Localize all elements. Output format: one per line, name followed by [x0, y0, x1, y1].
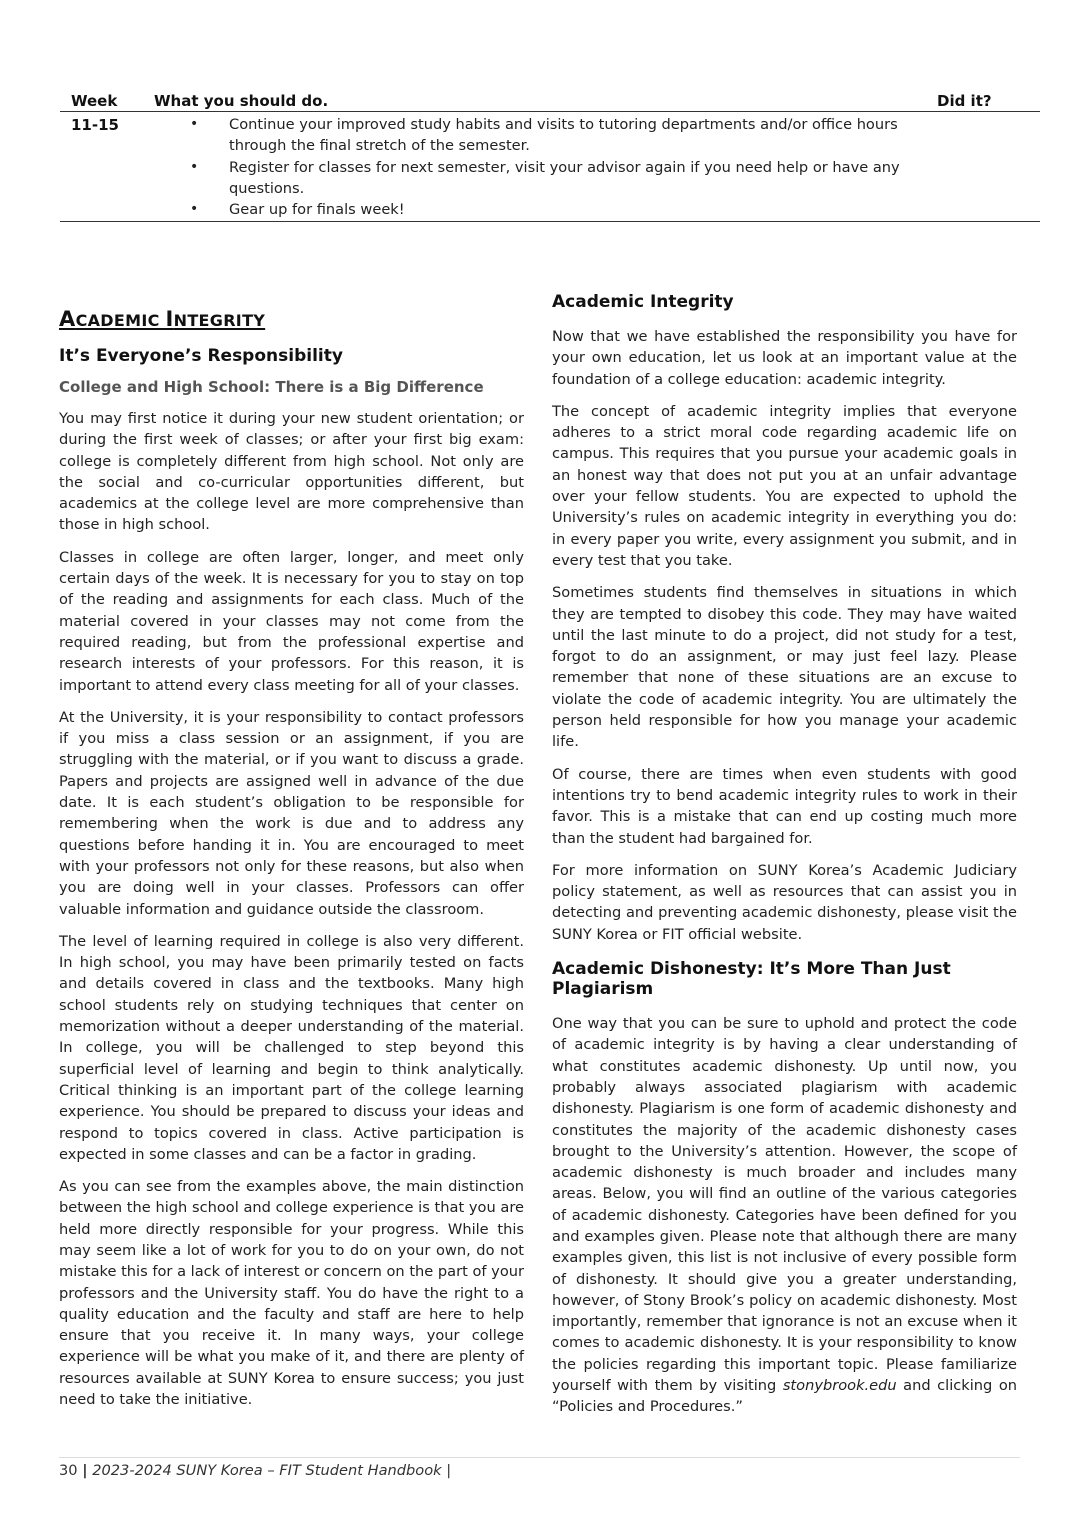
paragraph: For more information on SUNY Korea’s Academic Judiciary policy statement, as well as resources that can assist you in detecting and preventing academic dishonesty, please visit the SUNY Korea or FIT official website. [552, 861, 1017, 943]
left-column [59, 346, 524, 1421]
difference-subheading: College and High School: There is a Big Difference [59, 378, 484, 396]
paragraph: The concept of academic integrity implies that everyone adheres to a strict moral code regarding academic life on campus. This requires that you pursue your academic goals in an honest way that does not put you at an unfair advantage over your fellow students. You are expected to uphold the University’s rules on academic integrity in everything you do: in every paper you write, every assignment you submit, and in every test that you take. [552, 402, 1017, 569]
right-column [552, 292, 1017, 1429]
section-title-initial: A [59, 307, 76, 331]
list-item: • Gear up for finals week! [190, 199, 920, 220]
academic-dishonesty-heading: Academic Dishonesty: It’s More Than Just Plagiarism [552, 959, 951, 1000]
week-range: 11-15 [71, 116, 119, 134]
did-it-column-header: Did it? [937, 92, 992, 110]
table-row [60, 112, 1040, 222]
academic-integrity-heading: Academic Integrity [552, 292, 734, 312]
paragraph [552, 1013, 1017, 1418]
section-title [59, 307, 265, 331]
footer-separator: | [446, 1462, 452, 1479]
paragraph-text: One way that you can be sure to uphold and protect the code of academic integrity is by having a clear understanding of what constitutes academic dishonesty. Up until now, you probably always associated plagiarism with academic dishonesty. Plagiarism is one form of academic dishonesty and constitutes the majority of the academic dishonesty cases brought to the University’s attention. However, the scope of academic dishonesty is much broader and includes many areas. Below, you will find an outline of the various categories of academic dishonesty. Categories have been defined for you and examples given. Please note that although there are many examples given, this list is not inclusive of every possible form of dishonesty. It should give you a greater understanding, however, of Stony Brook’s policy on academic dishonesty. Most importantly, remember that ignorance is not an excuse when it comes to academic dishonesty. It is your responsibility to know the policies regarding this important topic. Please familiarize yourself with them by visiting [552, 1015, 1017, 1395]
responsibility-heading: It’s Everyone’s Responsibility [59, 346, 343, 366]
page-footer [59, 1462, 451, 1479]
paragraph: At the University, it is your responsibility to contact professors if you miss a class session or an assignment, if you are struggling with the material, or if you want to discuss a grade. Papers and projects are assigned well in advance of the due date. It is each student’s obligation to be responsible for remembering when the work is due and to address any questions before handing it in. You are encouraged to meet with your professors not only for these reasons, but also when you are doing well in your classes. Professors can offer valuable information and guidance outside the classroom. [59, 708, 524, 918]
week-column-header: Week [71, 92, 118, 110]
paragraph: As you can see from the examples above, the main distinction between the high school and college experience is that you are held more directly responsible for your progress. While this may seem like a lot of work for you to do on your own, do not mistake this for a lack of interest or concern on the part of your professors and the University staff. You do have the right to a quality education and the faculty and staff are here to help ensure that you receive it. In many ways, your college experience will be what you make of it, and there are plenty of resources available at SUNY Korea to ensure success; you just need to take the initiative. [59, 1178, 524, 1409]
section-title-rest: NTEGRITY [173, 311, 266, 330]
footer-divider [59, 1457, 1020, 1458]
section-title-rest: CADEMIC [75, 311, 166, 330]
footer-separator: | [82, 1462, 88, 1479]
task-column-header: What you should do. [154, 92, 329, 110]
task-list [190, 114, 920, 220]
handbook-title: 2023-2024 SUNY Korea – FIT Student Handbook [92, 1462, 442, 1479]
paragraph: You may first notice it during your new student orientation; or during the first week of classes; or after your first big exam: college is completely different from high school. Not only are the social and co-curricular opportunities different, but academics at the college level are more comprehensive than those in high school. [59, 410, 524, 534]
page-number: 30 [59, 1462, 78, 1479]
week-table [60, 90, 1040, 222]
paragraph-text: and clicking on “Policies and Procedures.” [552, 1377, 1017, 1416]
stonybrook-link: stonybrook.edu [782, 1377, 897, 1395]
section-title-initial: I [165, 307, 174, 331]
paragraph: The level of learning required in college is also very different. In high school, you may have been primarily tested on facts and details covered in class and the textbooks. Many high school students rely on studying techniques that center on memorization without a deeper understanding of the material. In college, you will be challenged to step beyond this superficial level of learning and begin to think analytically. Critical thinking is an important part of the college learning experience. You should be prepared to discuss your ideas and respond to topics covered in class. Active participation is expected in some classes and can be a factor in grading. [59, 932, 524, 1163]
paragraph: Sometimes students find themselves in situations in which they are tempted to disobey this code. They may have waited until the last minute to do a project, did not study for a test, forgot to do an assignment, or may just feel lazy. Please remember that none of these situations are an excuse to violate the code of academic integrity. You are ultimately the person held responsible for how you manage your academic life. [552, 584, 1017, 751]
paragraph: Classes in college are often larger, longer, and meet only certain days of the week. It is necessary for you to stay on top of the reading and assignments for each class. Much of the material covered in your classes may not come from the required reading, but from the professional expertise and research interests of your professors. For this reason, it is important to attend every class meeting for all of your classes. [59, 548, 524, 694]
list-item: • Continue your improved study habits and visits to tutoring departments and/or office hours through the final stretch of the semester. [190, 114, 920, 157]
paragraph: Of course, there are times when even students with good intentions try to bend academic integrity rules to work in their favor. This is a mistake that can end up costing much more than the student had bargained for. [552, 765, 1017, 847]
week-table-header [60, 90, 1040, 112]
list-item: • Register for classes for next semester, visit your advisor again if you need help or have any questions. [190, 157, 920, 200]
paragraph: Now that we have established the responsibility you have for your own education, let us look at an important value at the foundation of a college education: academic integrity. [552, 328, 1017, 388]
